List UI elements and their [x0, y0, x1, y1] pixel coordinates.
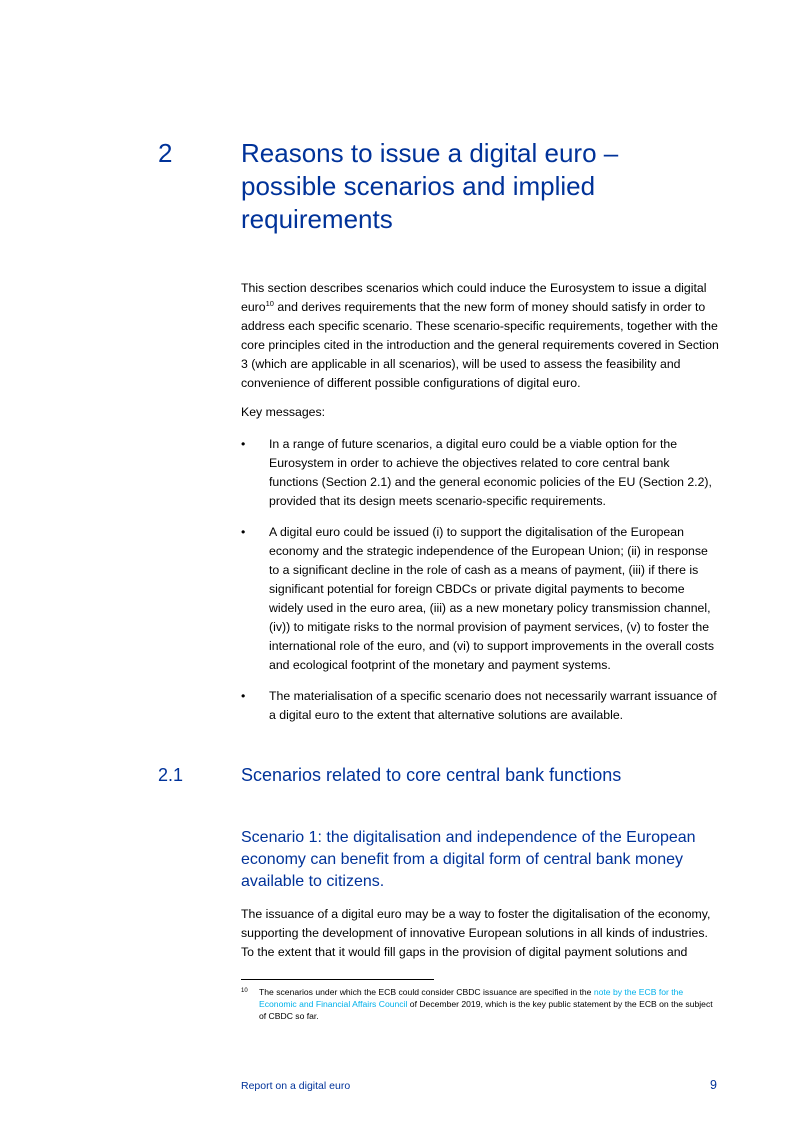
bullet-icon: •: [241, 437, 246, 451]
key-messages-label: Key messages:: [241, 405, 326, 419]
bullet-icon: •: [241, 689, 246, 703]
key-messages-list: [241, 435, 721, 737]
list-item: [241, 523, 721, 675]
footer-report-title: Report on a digital euro: [241, 1080, 351, 1092]
intro-text-rest: and derives requirements that the new form of money should satisfy in order to address each specific scenario. These scenario-specific requirements, together with the core principles cited in the introduction and the general requirements covered in Section 3 (which are applicable in all scenarios), will be used to assess the feasibility and convenience of different possible configurations of digital euro.: [241, 300, 719, 390]
bullet-icon: •: [241, 525, 246, 539]
list-item-text: The materialisation of a specific scenario does not necessarily warrant issuance of a digital euro to the extent that alternative solutions are available.: [269, 689, 717, 722]
footnote: [241, 986, 721, 1022]
chapter-number: 2: [158, 138, 173, 168]
list-item: [241, 687, 721, 725]
section-title: Scenarios related to core central bank functions: [241, 765, 622, 785]
footnote-divider: [241, 979, 434, 980]
footnote-text-end: of December 2019, which is the key public statement by the ECB on the subject of CBDC so far.: [259, 999, 713, 1021]
list-item-text: In a range of future scenarios, a digital euro could be a viable option for the Eurosystem in order to achieve the objectives related to core central bank functions (Section 2.1) and the general economic policies of the EU (Section 2.2), provided that its design meets scenario-specific requirements.: [269, 437, 712, 508]
list-item: [241, 435, 721, 511]
chapter-title: Reasons to issue a digital euro – possible scenarios and implied requirements: [241, 138, 619, 234]
footnote-link[interactable]: note by the ECB for the Economic and Financial Affairs Council: [259, 987, 684, 1009]
page-number: 9: [710, 1078, 717, 1092]
list-item-text: A digital euro could be issued (i) to support the digitalisation of the European economy and the strategic independence of the European Union; (ii) in response to a significant decline in the role of cash as a means of payment, (iii) if there is significant potential for foreign CBDCs or private digital payments to become widely used in the euro area, (iii) as a new monetary policy transmission channel, (iv)) to mitigate risks to the normal provision of payment services, (v) to foster the international role of the euro, and (vi) to support improvements in the overall costs and ecological footprint of the monetary and payment systems.: [269, 525, 714, 672]
footnote-text: [241, 986, 721, 1022]
scenario-title: Scenario 1: the digitalisation and independence of the European economy can benefit from a digital form of central bank money available to citizens.: [241, 829, 696, 890]
footnote-reference[interactable]: 10: [265, 298, 274, 308]
section-number: 2.1: [158, 765, 184, 785]
scenario-paragraph: The issuance of a digital euro may be a way to foster the digitalisation of the economy, supporting the development of innovative European solutions in all kinds of industries. To the extent that it would fill gaps in the provision of digital payment solutions and: [241, 907, 711, 959]
footnote-number: 10: [241, 988, 248, 994]
intro-paragraph: [241, 279, 721, 393]
intro-text-start: This section describes scenarios which could induce the Eurosystem to issue a digital euro: [241, 281, 707, 314]
footnote-text-start: The scenarios under which the ECB could consider CBDC issuance are specified in the: [259, 987, 594, 997]
